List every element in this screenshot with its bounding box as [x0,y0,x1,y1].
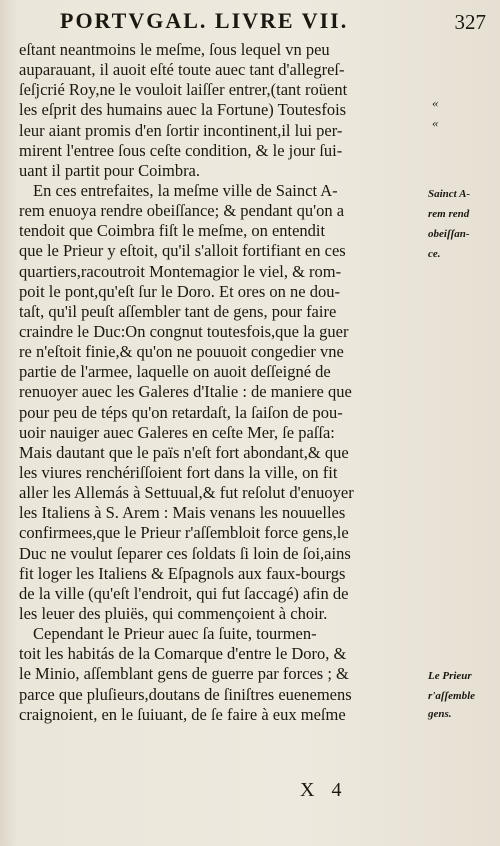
page-number: 327 [454,10,486,34]
text-line: Mais dautant que le païs n'eſt fort abondant,& que [19,442,349,462]
text-line: toit les habitás de la Comarque d'entre le Doro, & [19,644,347,664]
text-line: que le Prieur y eſtoit, qu'il s'alloit fortifiant en ces [19,241,346,261]
text-line: de la ville (qu'eſt l'endroit, qui fut ſaccagé) afin de [19,583,349,603]
text-line: craignoient, en le ſuiuant, de ſe faire à eux meſme [19,704,346,724]
text-line: Cependant le Prieur auec ſa ſuite, tourmen- [33,624,317,644]
running-title: PORTVGAL. LIVRE VII. [60,8,349,33]
text-line: rem enuoya rendre obeiſſance; & pendant qu'on a [19,201,345,221]
text-line: les eſprit des humains auec la Fortune) Toutesfois [19,100,347,120]
text-line: En ces entrefaites, la meſme ville de Sainct A- [33,180,338,200]
text-line: Duc ne voulut ſeparer ces ſoldats ſi loin de ſoi,ains [19,543,351,563]
text-line: le Minio, aſſemblant gens de guerre par forces ; & [19,664,349,684]
text-line: auparauant, il auoit eſté toute auec tant d'allegreſ- [19,60,345,80]
text-line: renuoyer auec les Galeres d'Italie : de maniere que [19,382,352,402]
text-line: leur aiant promis d'en ſortir incontinent,il lui per- [19,120,343,140]
text-line: ſeſjcrié Roy,ne le vouloit laiſſer entrer,(tant roüent [19,80,348,100]
signature-mark: X 4 [300,779,348,801]
text-line: pour peu de téps qu'on retardaſt, la ſaiſon de pou- [19,402,343,422]
text-line: les Italiens à S. Arem : Mais venans les nouuelles [19,503,346,523]
text-line: quartiers,racoutroit Montemagior le viel, & rom- [19,261,342,281]
text-line: les leuer des pluiës, qui commençoient à choir. [19,603,328,623]
margin-note: r'aſſemble [428,690,476,702]
text-line: aller les Allemás à Settuual,& fut reſolut d'enuoyer [19,483,354,503]
margin-note: Le Prieur [428,670,472,682]
text-line: les viures renchériſſoient fort dans la ville, on fit [19,462,338,482]
text-line: eſtant neantmoins le meſme, ſous lequel vn peu [19,40,330,59]
running-head [60,4,500,38]
text-line: fit loger les Italiens & Eſpagnols aux faux-bourgs [19,563,346,583]
quote-mark: « [432,95,439,110]
margin-note: obeiſſan- [428,228,470,240]
text-line: craindre le Duc:On congnut toutesfois,que la guer [19,321,349,341]
body-text [19,40,430,725]
text-line: uoir nauiger auec Galeres en ceſte Mer, ſe paſſa: [19,422,335,442]
text-line: partie de l'armee, laquelle on auoit deſſeigné de [19,362,331,382]
text-line: re n'eſtoit finie,& qu'on ne pouuoit congedier vne [19,342,344,362]
margin-note: ce. [428,248,441,260]
text-line: poit le pont,qu'eſt ſur le Doro. Et ores on ne dou- [19,281,340,301]
margin-note: rem rend [428,208,470,220]
margin-note: gens. [428,708,452,720]
text-line: parce que pluſieurs,doutans de ſiniſtres euenemens [19,684,352,704]
margin-note: Sainct A- [428,188,471,200]
text-line: tendoit que Coimbra fiſt le meſme, on entendit [19,221,326,241]
text-line: taſt, qu'il peuſt aſſembler tant de gens, pour faire [19,301,337,321]
text-line: confirmees,que le Prieur r'aſſembloit force gens,le [19,523,349,543]
quote-mark: « [432,115,439,130]
text-line: uant il partit pour Coimbra. [19,160,201,180]
text-line: mirent l'entree ſous ceſte condition, & le jour ſui- [19,140,343,160]
